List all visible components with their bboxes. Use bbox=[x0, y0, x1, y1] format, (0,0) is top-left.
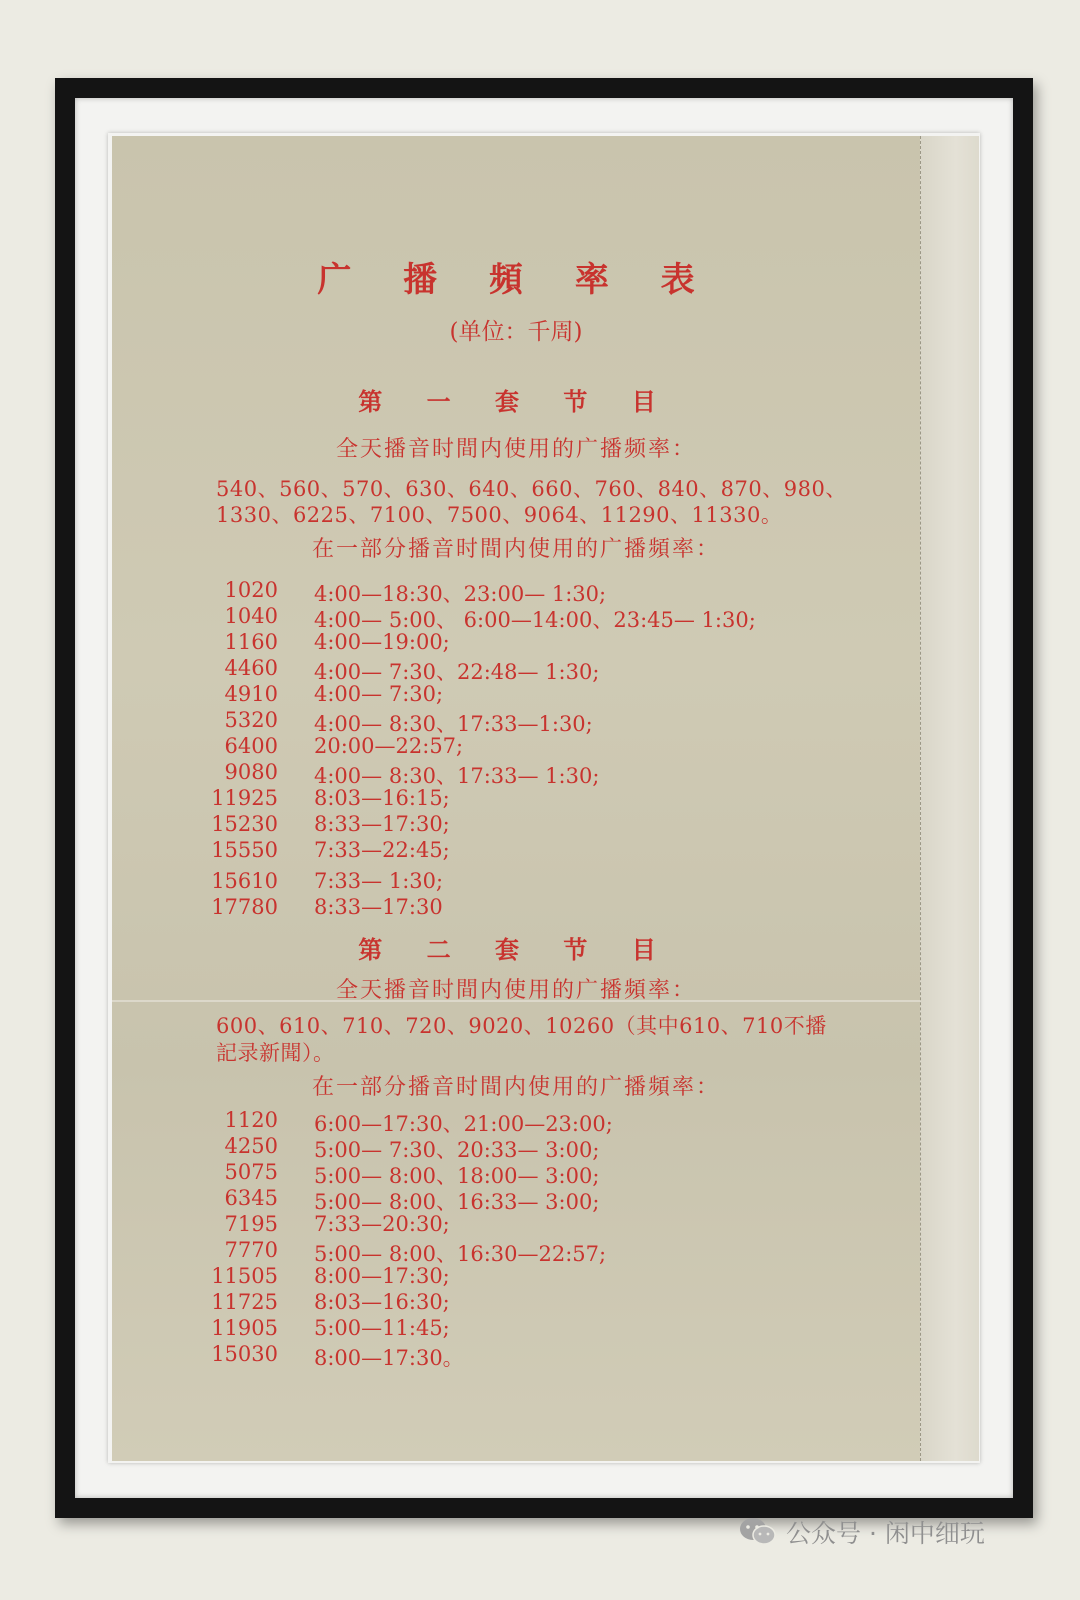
frequency: 11905 bbox=[211, 1316, 278, 1340]
time-range: 4:00— 8:30、17:33— 1:30; bbox=[314, 764, 600, 788]
time-range: 5:00— 8:00、16:30—22:57; bbox=[314, 1242, 607, 1266]
section2-all-day-line: 記录新聞）。 bbox=[216, 1041, 335, 1065]
unit-label: (单位：千周) bbox=[449, 319, 583, 345]
frequency: 1020 bbox=[224, 578, 278, 602]
section1-all-day-line: 540、560、570、630、640、660、760、840、870、980、 bbox=[216, 477, 847, 501]
frequency: 7770 bbox=[224, 1238, 278, 1262]
frequency: 15550 bbox=[211, 838, 278, 862]
section2-heading: 第 二 套 节 目 bbox=[358, 935, 674, 964]
time-range: 5:00— 7:30、20:33— 3:00; bbox=[314, 1138, 600, 1162]
watermark-text: 公众号 · 闲中细玩 bbox=[786, 1519, 985, 1548]
frequency: 11725 bbox=[211, 1290, 278, 1314]
wechat-icon bbox=[738, 1515, 778, 1549]
time-range: 5:00— 8:00、18:00— 3:00; bbox=[314, 1164, 600, 1188]
time-range: 8:03—16:15; bbox=[314, 786, 450, 810]
time-range: 4:00—19:00; bbox=[314, 630, 450, 654]
document-title: 广 播 頻 率 表 bbox=[317, 260, 715, 300]
time-range: 8:33—17:30 bbox=[314, 895, 443, 919]
section2-all-day-label: 全天播音时間内使用的广播頻率： bbox=[335, 978, 696, 1003]
section1-heading: 第 一 套 节 目 bbox=[358, 387, 674, 416]
time-range: 4:00— 8:30、17:33—1:30; bbox=[314, 712, 593, 736]
frequency: 1120 bbox=[224, 1108, 278, 1132]
frequency: 5075 bbox=[224, 1160, 278, 1184]
frequency: 11925 bbox=[211, 786, 278, 810]
time-range: 5:00— 8:00、16:33— 3:00; bbox=[314, 1190, 600, 1214]
paper-edge bbox=[920, 136, 979, 1461]
frequency: 17780 bbox=[211, 895, 278, 919]
time-range: 8:00—17:30。 bbox=[314, 1346, 464, 1370]
frequency: 4460 bbox=[224, 656, 278, 680]
frequency: 6345 bbox=[224, 1186, 278, 1210]
frequency: 15230 bbox=[211, 812, 278, 836]
frequency: 4910 bbox=[224, 682, 278, 706]
section1-all-day-label: 全天播音时間内使用的广播频率： bbox=[335, 437, 696, 462]
time-range: 4:00— 5:00、 6:00—14:00、23:45— 1:30; bbox=[314, 608, 756, 632]
frequency: 11505 bbox=[211, 1264, 278, 1288]
time-range: 20:00—22:57; bbox=[314, 734, 464, 758]
section1-partial-label: 在一部分播音时間内使用的广播頻率： bbox=[311, 537, 720, 562]
frequency: 15030 bbox=[211, 1342, 278, 1366]
watermark bbox=[738, 1512, 985, 1552]
section2-partial-label: 在一部分播音时間内使用的广播頻率： bbox=[311, 1075, 720, 1100]
time-range: 7:33— 1:30; bbox=[314, 869, 444, 893]
time-range: 5:00—11:45; bbox=[314, 1316, 450, 1340]
frequency: 15610 bbox=[211, 869, 278, 893]
time-range: 7:33—22:45; bbox=[314, 838, 450, 862]
section1-all-day-line: 1330、6225、7100、7500、9064、11290、11330。 bbox=[216, 503, 783, 527]
time-range: 7:33—20:30; bbox=[314, 1212, 450, 1236]
time-range: 8:03—16:30; bbox=[314, 1290, 450, 1314]
frequency: 4250 bbox=[224, 1134, 278, 1158]
time-range: 8:00—17:30; bbox=[314, 1264, 450, 1288]
time-range: 4:00— 7:30、22:48— 1:30; bbox=[314, 660, 600, 684]
time-range: 6:00—17:30、21:00—23:00; bbox=[314, 1112, 613, 1136]
time-range: 4:00—18:30、23:00— 1:30; bbox=[314, 582, 607, 606]
frequency: 1040 bbox=[224, 604, 278, 628]
time-range: 4:00— 7:30; bbox=[314, 682, 444, 706]
frequency: 5320 bbox=[224, 708, 278, 732]
time-range: 8:33—17:30; bbox=[314, 812, 450, 836]
section2-all-day-line: 600、610、710、720、9020、10260（其中610、710不播 bbox=[216, 1014, 827, 1038]
frequency: 9080 bbox=[224, 760, 278, 784]
frequency: 6400 bbox=[224, 734, 278, 758]
frequency: 1160 bbox=[224, 630, 278, 654]
frequency: 7195 bbox=[224, 1212, 278, 1236]
